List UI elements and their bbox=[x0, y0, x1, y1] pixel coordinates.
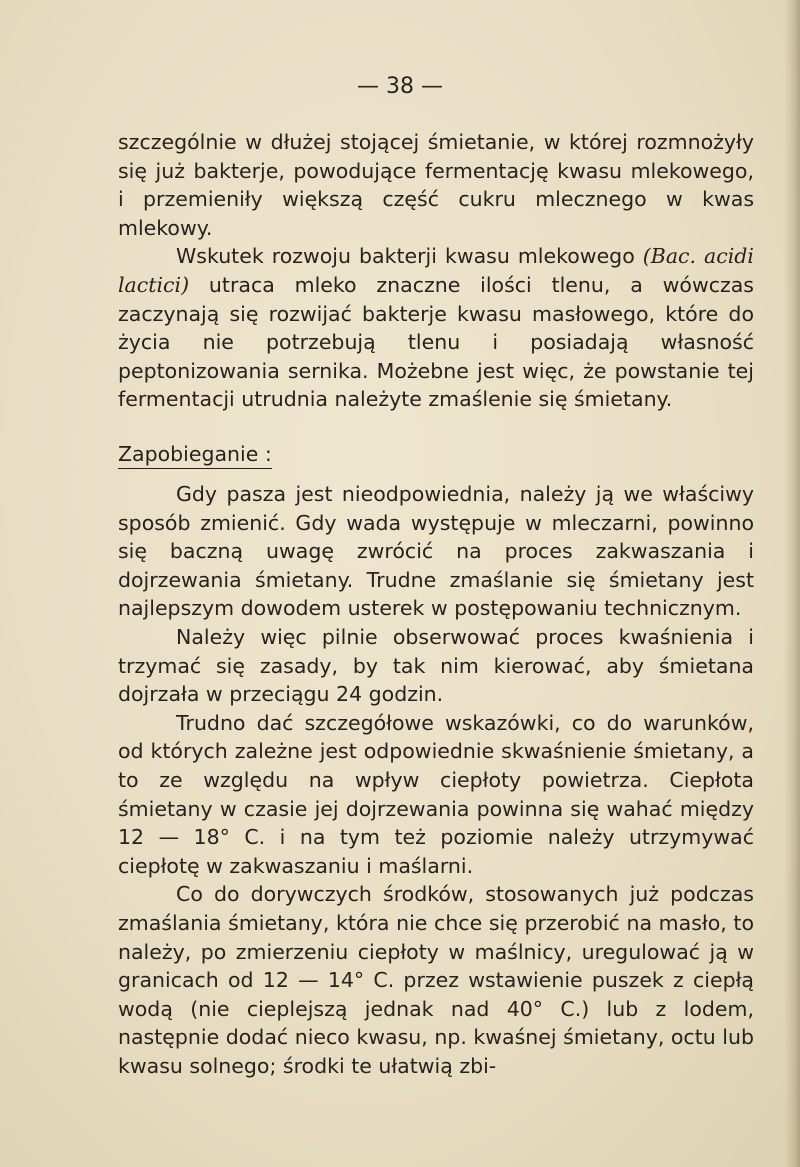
page-edge-shadow bbox=[784, 0, 800, 1167]
paragraph-bacteria-end: utraca mleko znaczne ilości tlenu, a wówczas zaczynają się rozwijać bakterje kwasu masłowego, które do życia nie potrzebują tlenu i posiadają własność peptonizowania sernika. Możebne jest więc, że powstanie tej fermentacji utrudnia należyte zmaślenie się śmietany. bbox=[118, 272, 754, 412]
page-number: — 38 — bbox=[357, 74, 443, 99]
section-heading: Zapobieganie : bbox=[118, 440, 272, 469]
paragraph-remedies: Co do dorywczych środków, stosowanych już podczas zmaślania śmietany, która nie chce się przerobić na masło, to należy, po zmierzeniu ciepłoty w maślnicy, uregulować ją w granicach od 12 — 14° C. przez wstawienie puszek z ciepłą wodą (nie cieplejszą jednak nad 40° C.) lub z lodem, następnie dodać nieco kwasu, np. kwaśnej śmietany, octu lub kwasu solnego; środki te ułatwią zbi- bbox=[118, 882, 754, 1078]
text-block-upper bbox=[118, 128, 754, 414]
paragraph-bacteria bbox=[118, 242, 754, 414]
paragraph-observation: Należy więc pilnie obserwować proces kwaśnienia i trzymać się zasady, by tak nim kierować, aby śmietana dojrzała w przeciągu 24 godzin. bbox=[118, 624, 754, 707]
latin-species-name: (Bac. acidi lactici) bbox=[118, 244, 754, 297]
paragraph-bacteria-start: Wskutek rozwoju bakterji kwasu mlekowego bbox=[176, 244, 643, 269]
paragraph-continuation: szczególnie w dłużej stojącej śmietanie, w której rozmnożyły się już bakterje, powodujące fermentację kwasu mlekowego, i przemieniły większą część cukru mlecznego w kwas mlekowy. bbox=[118, 130, 754, 240]
paragraph-feed: Gdy pasza jest nieodpowiednia, należy ją we właściwy sposób zmienić. Gdy wada występuje w mleczarni, powinno się baczną uwagę zwrócić na proces zakwaszania i dojrzewania śmietany. Trudne zmaślanie się śmietany jest najlepszym dowodem usterek w postępowaniu technicznym. bbox=[118, 482, 754, 621]
text-block-lower bbox=[118, 480, 754, 1080]
paragraph-temperature: Trudno dać szczegółowe wskazówki, co do warunków, od których zależne jest odpowiednie skwaśnienie śmietany, a to ze względu na wpływ ciepłoty powietrza. Ciepłota śmietany w czasie jej dojrzewania powinna się wahać między 12 — 18° C. i na tym też poziomie należy utrzymywać ciepłotę w zakwaszaniu i maślarni. bbox=[118, 710, 754, 878]
